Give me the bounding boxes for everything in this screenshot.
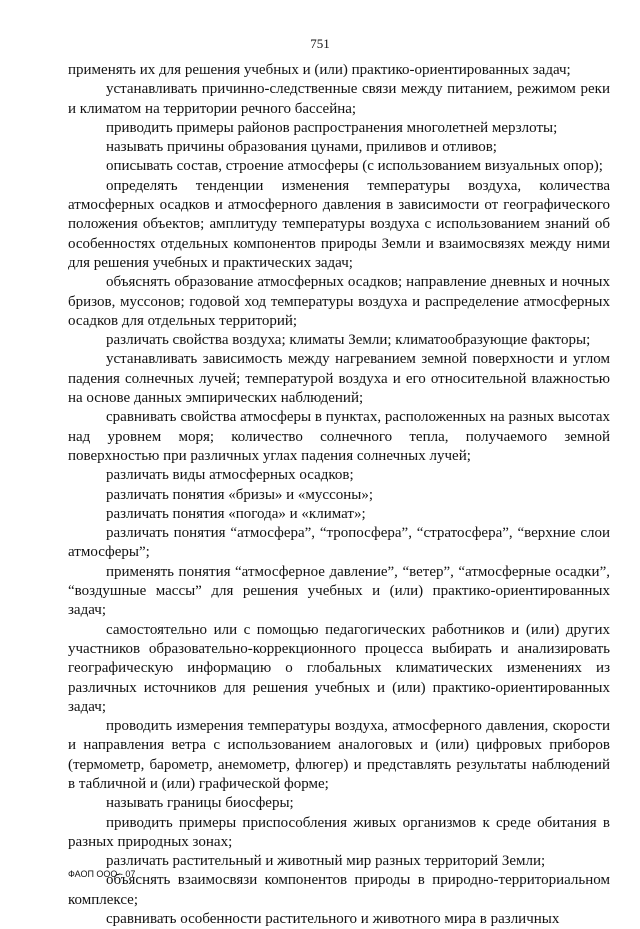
paragraph: называть границы биосферы; bbox=[106, 795, 294, 812]
paragraph: определять тенденции изменения температуры воздуха, количества атмосферных осадков и атмосферного давления в зависимости от географического положения объектов; амплитуду температуры воздуха с использованием знаний об особенностях отдельных компонентов природы Земли и взаимосвязях между ними для решения учебных и практических задач; bbox=[68, 177, 610, 271]
document-code-footer: ФАОП ООО - 07 bbox=[68, 869, 136, 879]
paragraph: различать виды атмосферных осадков; bbox=[106, 467, 354, 484]
paragraph: объяснять образование атмосферных осадков; направление дневных и ночных бризов, муссонов; годовой ход температуры воздуха и распределение атмосферных осадков для отдельных территорий; bbox=[68, 274, 610, 329]
paragraph: сравнивать свойства атмосферы в пунктах, расположенных на разных высотах над уровнем моря; количество солнечного тепла, получаемого земной поверхностью при различных углах падения солнечных лучей; bbox=[68, 409, 610, 464]
paragraph: различать растительный и животный мир разных территорий Земли; bbox=[106, 853, 546, 870]
paragraph: проводить измерения температуры воздуха, атмосферного давления, скорости и направления ветра с использованием аналоговых и (или) цифровых приборов (термометр, барометр, анемометр, флюгер) и представлять результаты наблюдений в табличной и (или) графической форме; bbox=[68, 718, 610, 792]
paragraph: различать понятия «бризы» и «муссоны»; bbox=[106, 486, 374, 503]
paragraph: называть причины образования цунами, приливов и отливов; bbox=[106, 139, 497, 156]
paragraph: приводить примеры районов распространения многолетней мерзлоты; bbox=[106, 119, 558, 136]
paragraph: устанавливать зависимость между нагреванием земной поверхности и углом падения солнечных лучей; температурой воздуха и его относительной влажностью на основе данных эмпирических наблюдений; bbox=[68, 351, 610, 407]
paragraph: приводить примеры приспособления живых организмов к среде обитания в разных природных зонах; bbox=[68, 814, 610, 850]
paragraph: описывать состав, строение атмосферы (с использованием визуальных опор); bbox=[106, 158, 603, 175]
paragraph: самостоятельно или с помощью педагогических работников и (или) других участников образовательно-коррекционного процесса выбирать и анализировать географическую информацию о глобальных климатических изменениях из различных источников для решения учебных и (или) практико-ориентированных задач; bbox=[68, 621, 610, 715]
paragraph: устанавливать причинно-следственные связи между питанием, режимом реки и климатом на территории речного бассейна; bbox=[68, 81, 610, 117]
paragraph: применять понятия “атмосферное давление”, “ветер”, “атмосферные осадки”, “воздушные массы” для решения учебных и (или) практико-ориентированных задач; bbox=[68, 563, 610, 619]
paragraph: сравнивать особенности растительного и животного мира в различных bbox=[106, 911, 560, 928]
document-body bbox=[68, 61, 610, 929]
paragraph: различать понятия «погода» и «климат»; bbox=[106, 505, 366, 522]
paragraph: объяснять взаимосвязи компонентов природы в природно-территориальном комплексе; bbox=[68, 872, 610, 908]
paragraph: применять их для решения учебных и (или) практико-ориентированных задач; bbox=[68, 62, 571, 78]
paragraph: различать свойства воздуха; климаты Земли; климатообразующие факторы; bbox=[106, 332, 591, 349]
paragraph: различать понятия “атмосфера”, “тропосфера”, “стратосфера”, “верхние слои атмосферы”; bbox=[68, 525, 610, 561]
page-number: 751 bbox=[310, 36, 330, 51]
